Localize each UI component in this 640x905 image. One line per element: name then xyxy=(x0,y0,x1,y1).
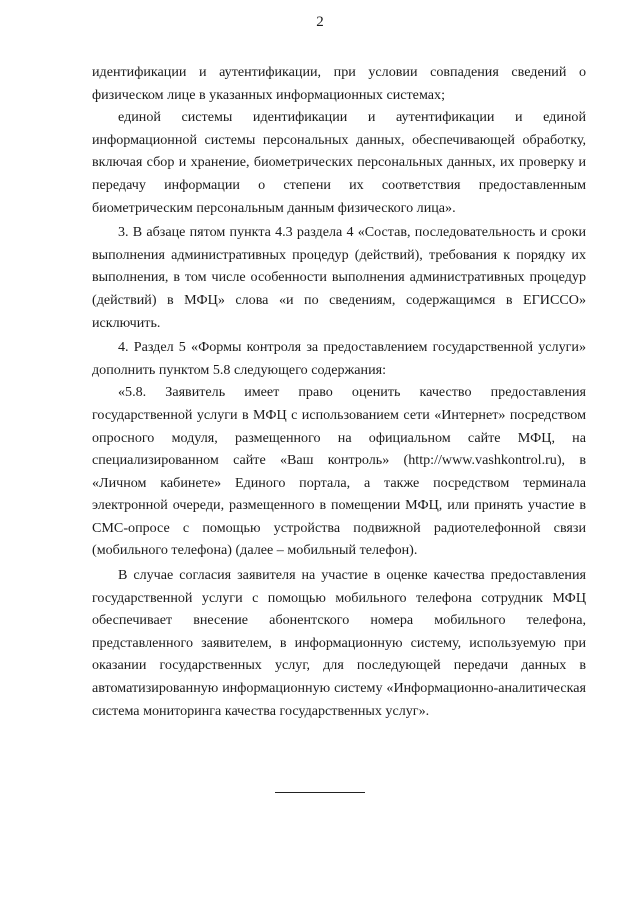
page-number: 2 xyxy=(316,14,324,30)
paragraph-mobile-survey: В случае согласия заявителя на участие в оценке качества предоставления государственной услуги с помощью мобильного телефона сотрудник МФЦ обеспечивает внесение абонентского номера мобильного телефона, представленного заявителем, в информационную систему, используемую при оказании государственных услуг, для последующей передачи данных в автоматизированную информационную систему «Информационно-аналитическая система мониторинга качества государственных услуг». xyxy=(92,567,586,719)
paragraph-continuation: идентификации и аутентификации, при условии совпадения сведений о физическом лице в указанных информационных системах; xyxy=(92,64,586,103)
paragraph-esia: единой системы идентификации и аутентификации и единой информационной системы персональных данных, обеспечивающей обработку, включая сбор и хранение, биометрических персональных данных, их проверку и передачу информации о степени их соответствия предоставленным биометрическим персональным данным физического лица». xyxy=(92,109,586,216)
paragraph-item-5-8: «5.8. Заявитель имеет право оценить качество предоставления государственной услуги в МФЦ с использованием сети «Интернет» посредством опросного модуля, размещенного на официальном сайте МФЦ, на специализированном сайте «Ваш контроль» (http://www.vashkontrol.ru), в «Личном кабинете» Единого портала, а также посредством терминала электронной очереди, размещенного в помещении МФЦ, или принять участие в СМС-опросе с помощью устройства подвижной радиотелефонной связи (мобильного телефона) (далее – мобильный телефон). xyxy=(92,384,586,559)
paragraph-item-4: 4. Раздел 5 «Формы контроля за предоставлением государственной услуги» дополнить пунктом 5.8 следующего содержания: xyxy=(92,339,586,378)
end-divider-line xyxy=(275,792,365,793)
paragraph-item-3: 3. В абзаце пятом пункта 4.3 раздела 4 «Состав, последовательность и сроки выполнения административных процедур (действий), требования к порядку их выполнения, в том числе особенности выполнения административных процедур (действий) в МФЦ» слова «и по сведениям, содержащимся в ЕГИССО» исключить. xyxy=(92,224,586,331)
document-body xyxy=(92,61,586,722)
